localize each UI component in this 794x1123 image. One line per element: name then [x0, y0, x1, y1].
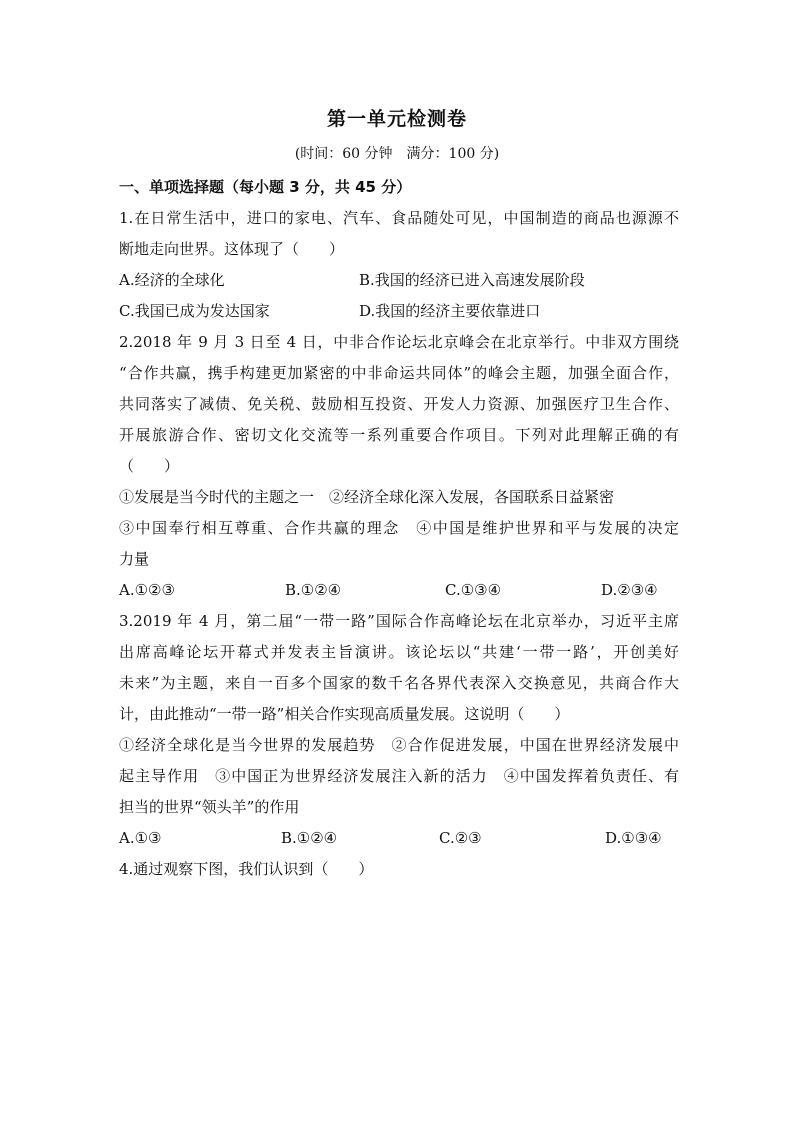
- statement-line: ①发展是当今时代的主题之一 ②经济全球化深入发展，各国联系日益紧密: [119, 488, 615, 506]
- option-d: D.我国的经济主要依靠进口: [359, 302, 541, 320]
- option-d: D.①③④: [605, 829, 662, 847]
- question-text-line: “合作共赢，携手构建更加紧密的中非命运共同体”的峰会主题，加强全面合作，: [119, 364, 679, 382]
- question-text-line: 计，由此推动“一带一路”相关合作实现高质量发展。这说明（ ）: [119, 705, 570, 723]
- option-c: C.②③: [439, 829, 482, 847]
- option-d: D.②③④: [601, 581, 658, 599]
- question-text-line: 出席高峰论坛开幕式并发表主旨演讲。该论坛以“共建‘一带一路’，开创美好: [119, 643, 679, 661]
- section-heading: 一、单项选择题（每小题 3 分，共 45 分）: [119, 178, 412, 196]
- statement-line: 担当的世界“领头羊”的作用: [119, 798, 300, 816]
- options-row: [119, 265, 679, 296]
- option-a: A.①③: [119, 829, 162, 847]
- exam-info: (时间：60 分钟 满分：100 分): [294, 146, 500, 162]
- statement-line: 力量: [119, 550, 150, 568]
- exam-content: [119, 172, 679, 885]
- option-a: A.①②③: [119, 581, 175, 599]
- question-text-line: 开展旅游合作、密切文化交流等一系列重要合作项目。下列对此理解正确的有: [119, 426, 679, 444]
- question-1: [119, 203, 679, 327]
- question-text-line: 未来”为主题，来自一百多个国家的数千名各界代表深入交换意见，共商合作大: [119, 674, 679, 692]
- question-4: [119, 854, 679, 885]
- statement-line: ③中国奉行相互尊重、合作共赢的理念 ④中国是维护世界和平与发展的决定: [119, 519, 679, 537]
- statement-line: ①经济全球化是当今世界的发展趋势 ②合作促进发展，中国在世界经济发展中: [119, 736, 679, 754]
- options-row: [119, 296, 679, 327]
- options-row: [119, 575, 679, 606]
- statement-line: 起主导作用 ③中国正为世界经济发展注入新的活力 ④中国发挥着负责任、有: [119, 767, 679, 785]
- option-c: C.我国已成为发达国家: [119, 302, 270, 320]
- question-text-line: 4.通过观察下图，我们认识到（ ）: [119, 860, 374, 878]
- question-text-line: （ ）: [119, 457, 180, 475]
- option-b: B.①②④: [285, 581, 342, 599]
- option-c: C.①③④: [445, 581, 502, 599]
- question-text-line: 2.2018 年 9 月 3 日至 4 日，中非合作论坛北京峰会在北京举行。中非双方围绕: [119, 333, 679, 351]
- page-title: 第一单元检测卷: [326, 108, 467, 130]
- option-b: B.我国的经济已进入高速发展阶段: [359, 271, 585, 289]
- option-a: A.经济的全球化: [119, 271, 225, 289]
- question-text-line: 3.2019 年 4 月，第二届“一带一路”国际合作高峰论坛在北京举办，习近平主席: [119, 612, 679, 630]
- question-text-line: 共同落实了减债、免关税、鼓励相互投资、开发人力资源、加强医疗卫生合作、: [119, 395, 679, 413]
- option-b: B.①②④: [281, 829, 338, 847]
- question-text-line: 断地走向世界。这体现了（ ）: [119, 240, 345, 258]
- question-2: [119, 327, 679, 606]
- question-3: [119, 606, 679, 854]
- question-text-line: 1.在日常生活中，进口的家电、汽车、食品随处可见，中国制造的商品也源源不: [119, 209, 679, 227]
- options-row: [119, 823, 679, 854]
